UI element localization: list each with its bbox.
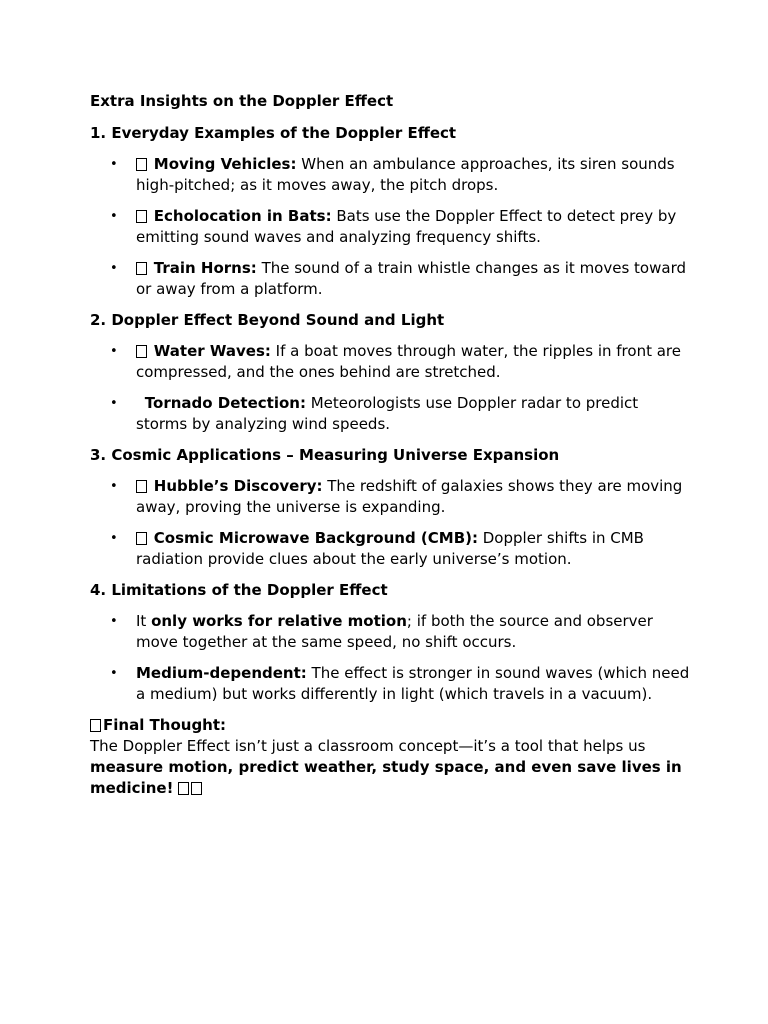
- item-text: Bats use the Doppler Effect to detect prey by emitting sound waves and analyzing frequency shifts.: [136, 207, 677, 246]
- bullet-icon: •: [110, 261, 118, 276]
- item-label: Moving Vehicles:: [153, 155, 297, 173]
- missing-glyph-icon: [136, 480, 147, 493]
- item-text: The sound of a train whistle changes as it moves toward or away from a platform.: [136, 259, 686, 298]
- final-thought-text: The Doppler Effect isn’t just a classroom concept—it’s a tool that helps us: [90, 737, 646, 755]
- list-item: [90, 393, 690, 435]
- final-thought-bold: measure motion, predict weather, study space, and even save lives in medicine!: [90, 758, 682, 797]
- item-label: Hubble’s Discovery:: [153, 477, 323, 495]
- item-text: Doppler shifts in CMB radiation provide clues about the early universe’s motion.: [136, 529, 644, 568]
- document-content: [90, 91, 690, 799]
- final-thought-body: [90, 736, 690, 799]
- list-item: [90, 476, 690, 518]
- item-label: Water Waves:: [153, 342, 271, 360]
- item-label: only works for relative motion: [151, 612, 407, 630]
- section-heading-2: 2. Doppler Effect Beyond Sound and Light: [90, 311, 445, 329]
- missing-glyph-icon: [90, 719, 101, 732]
- list-item: [90, 341, 690, 383]
- section-1-list: [90, 154, 690, 300]
- bullet-icon: •: [110, 157, 118, 172]
- item-prefix: It: [136, 612, 152, 630]
- missing-glyph-icon: [191, 782, 202, 795]
- section-4-list: [90, 611, 690, 705]
- item-text: If a boat moves through water, the ripples in front are compressed, and the ones behind are stretched.: [136, 342, 681, 381]
- item-text: The effect is stronger in sound waves (which need a medium) but works differently in light (which travels in a vacuum).: [136, 664, 690, 703]
- item-text: ; if both the source and observer move together at the same speed, no shift occurs.: [136, 612, 653, 651]
- item-text: Meteorologists use Doppler radar to predict storms by analyzing wind speeds.: [136, 394, 639, 433]
- section-2-list: [90, 341, 690, 435]
- missing-glyph-icon: [136, 532, 147, 545]
- missing-glyph-icon: [136, 210, 147, 223]
- bullet-icon: •: [110, 614, 118, 629]
- list-item: [90, 611, 690, 653]
- missing-glyph-icon: [136, 262, 147, 275]
- item-text: When an ambulance approaches, its siren sounds high-pitched; as it moves away, the pitch drops.: [136, 155, 675, 194]
- missing-glyph-icon: [178, 782, 189, 795]
- missing-glyph-icon: [136, 158, 147, 171]
- final-thought-heading: [90, 715, 690, 736]
- item-label: Cosmic Microwave Background (CMB):: [153, 529, 478, 547]
- list-item: [90, 663, 690, 705]
- bullet-icon: •: [110, 531, 118, 546]
- final-thought-title: Final Thought:: [103, 716, 227, 734]
- document-title: Extra Insights on the Doppler Effect: [90, 92, 394, 110]
- item-label: Medium-dependent:: [136, 664, 307, 682]
- section-3-list: [90, 476, 690, 570]
- list-item: [90, 528, 690, 570]
- bullet-icon: •: [110, 209, 118, 224]
- bullet-icon: •: [110, 479, 118, 494]
- list-item: [90, 154, 690, 196]
- section-heading-3: 3. Cosmic Applications – Measuring Universe Expansion: [90, 446, 560, 464]
- list-item: [90, 206, 690, 248]
- item-label: Tornado Detection:: [144, 394, 306, 412]
- missing-glyph-icon: [136, 345, 147, 358]
- bullet-icon: •: [110, 396, 118, 411]
- section-heading-1: 1. Everyday Examples of the Doppler Effect: [90, 124, 457, 142]
- item-label: Train Horns:: [153, 259, 257, 277]
- section-heading-4: 4. Limitations of the Doppler Effect: [90, 581, 388, 599]
- item-label: Echolocation in Bats:: [153, 207, 332, 225]
- list-item: [90, 258, 690, 300]
- bullet-icon: •: [110, 344, 118, 359]
- item-text: The redshift of galaxies shows they are moving away, proving the universe is expanding.: [136, 477, 683, 516]
- bullet-icon: •: [110, 666, 118, 681]
